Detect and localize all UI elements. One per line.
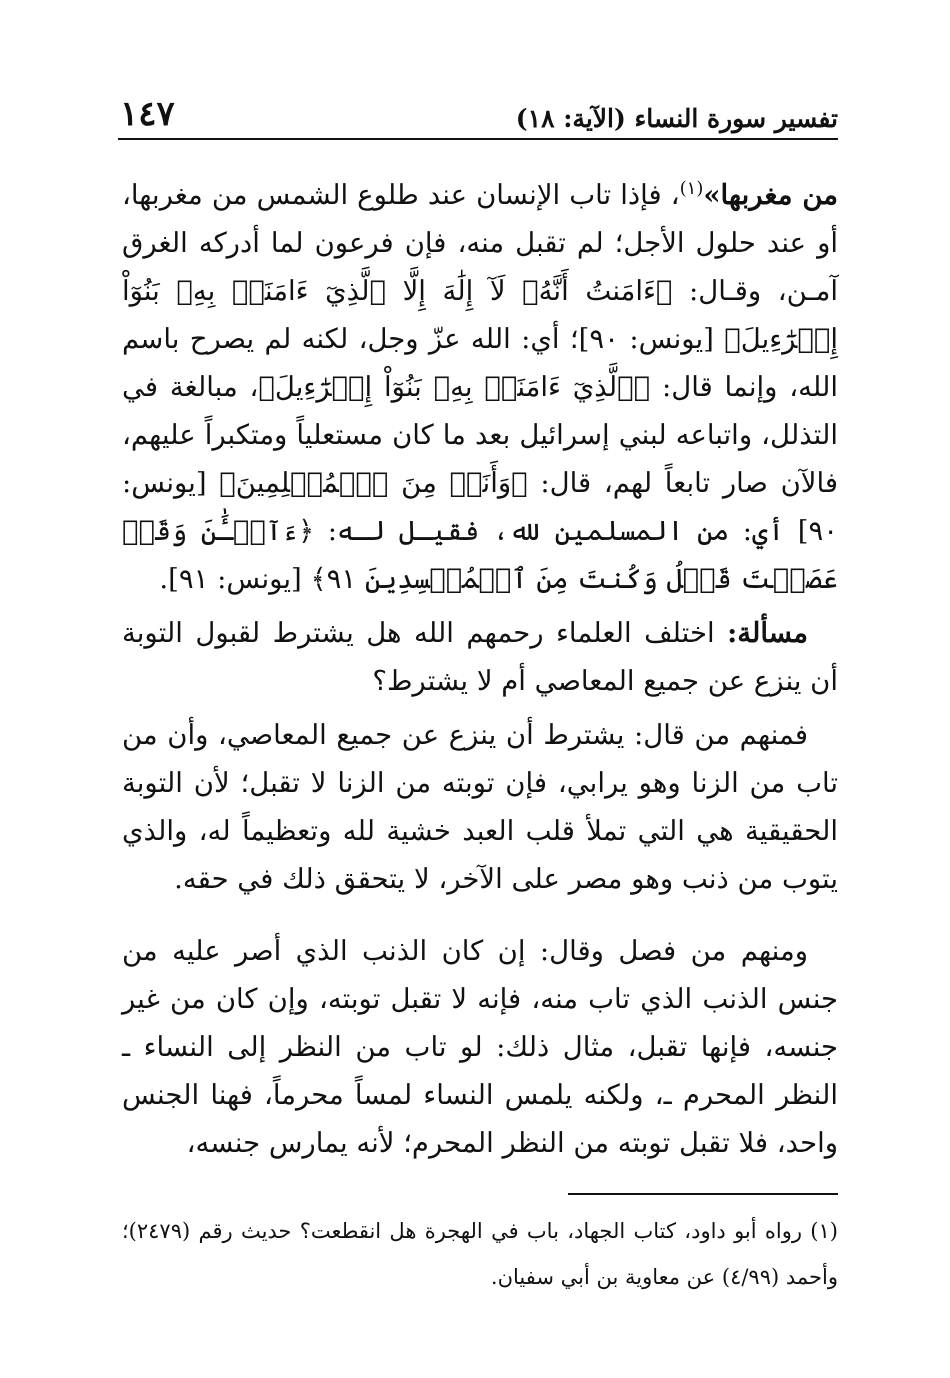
bold-lead-text: من مغربها» bbox=[703, 179, 839, 212]
paragraph-1-text: ، فإذا تاب الإنسان عند طلوع الشمس من مغربها، أو عند حلول الأجل؛ لم تقبل منه، فإن فرعون لما أدركه الغرق آمـن، وقـال: ﴿ءَامَنتُ أَنَّهُۥ لَآ إِلَٰهَ إِلَّا ٱلَّذِيٓ ءَامَنَتۡ بِهِۦ بَنُوٓاْ إِسۡرَٰٓءِيلَ﴾ [يونس: ٩٠]؛ أي: الله عزّ وجل، لكنه لم يصرح باسم الله، وإنما قال: ﴿ٱلَّذِيٓ ءَامَنَتۡ بِهِۦ بَنُوٓاْ إِسۡرَٰٓءِيلَ﴾، مبالغة في التذلل، واتباعه لبني إسرائيل بعد ما كان مستعلياً ومتكبراً عليهم، فالآن صار تابعاً لهم، قال: ﴿وَأَنَا۠ مِنَ ٱلۡمُسۡلِمِينَ﴾ [يونس: ٩٠] أي: من المسلمين لله، فقيـل لـه: ﴿ءَآلۡـَٰٔنَ وَقَدۡ عَصَيۡتَ قَبۡلُ وَكُنتَ مِنَ ٱلۡمُفۡسِدِينَ ٩١﴾ [يونس: ٩١]. bbox=[122, 179, 838, 596]
paragraph-2-text: اختلف العلماء رحمهم الله هل يشترط لقبول التوبة أن ينزع عن جميع المعاصي أم لا يشترط؟ bbox=[122, 617, 838, 698]
paragraph-1 bbox=[122, 165, 838, 603]
paragraph-4: ومنهم من فصل وقال: إن كان الذنب الذي أصر عليه من جنس الذنب الذي تاب منه، فإنه لا تقبل توبته، وإن كان من غير جنسه، فإنها تقبل، مثال ذلك: لو تاب من النظر إلى النساء ـ النظر المحرم ـ، ولكنه يلمس النساء لمساً محرماً، فهنا الجنس واحد، فلا تقبل توبته من النظر المحرم؛ لأنه يمارس جنسه، bbox=[122, 935, 838, 1160]
issue-label: مسألة: bbox=[727, 617, 808, 650]
footnote-divider bbox=[568, 1193, 838, 1195]
page-number: ١٤٧ bbox=[120, 94, 175, 134]
footnotes bbox=[122, 1208, 838, 1300]
page-header bbox=[118, 88, 838, 140]
main-text bbox=[122, 165, 838, 1167]
running-title: تفسير سورة النساء (الآية: ١٨) bbox=[515, 104, 838, 133]
footnote-1: (١) رواه أبو داود، كتاب الجهاد، باب في الهجرة هل انقطعت؟ حديث رقم (٢٤٧٩)؛ وأحمد (٤/٩٩) عن معاوية بن أبي سفيان. bbox=[122, 1219, 838, 1289]
paragraph-3: فمنهم من قال: يشترط أن ينزع عن جميع المعاصي، وأن من تاب من الزنا وهو يرابي، فإن توبته من الزنا لا تقبل؛ لأن التوبة الحقيقية هي التي تملأ قلب العبد خشية لله وتعظيماً له، والذي يتوب من ذنب وهو مصر على الآخر، لا يتحقق ذلك في حقه. bbox=[122, 719, 838, 896]
footnote-reference: (١) bbox=[679, 178, 704, 199]
paragraph-2 bbox=[122, 609, 838, 705]
header-divider bbox=[118, 138, 838, 140]
